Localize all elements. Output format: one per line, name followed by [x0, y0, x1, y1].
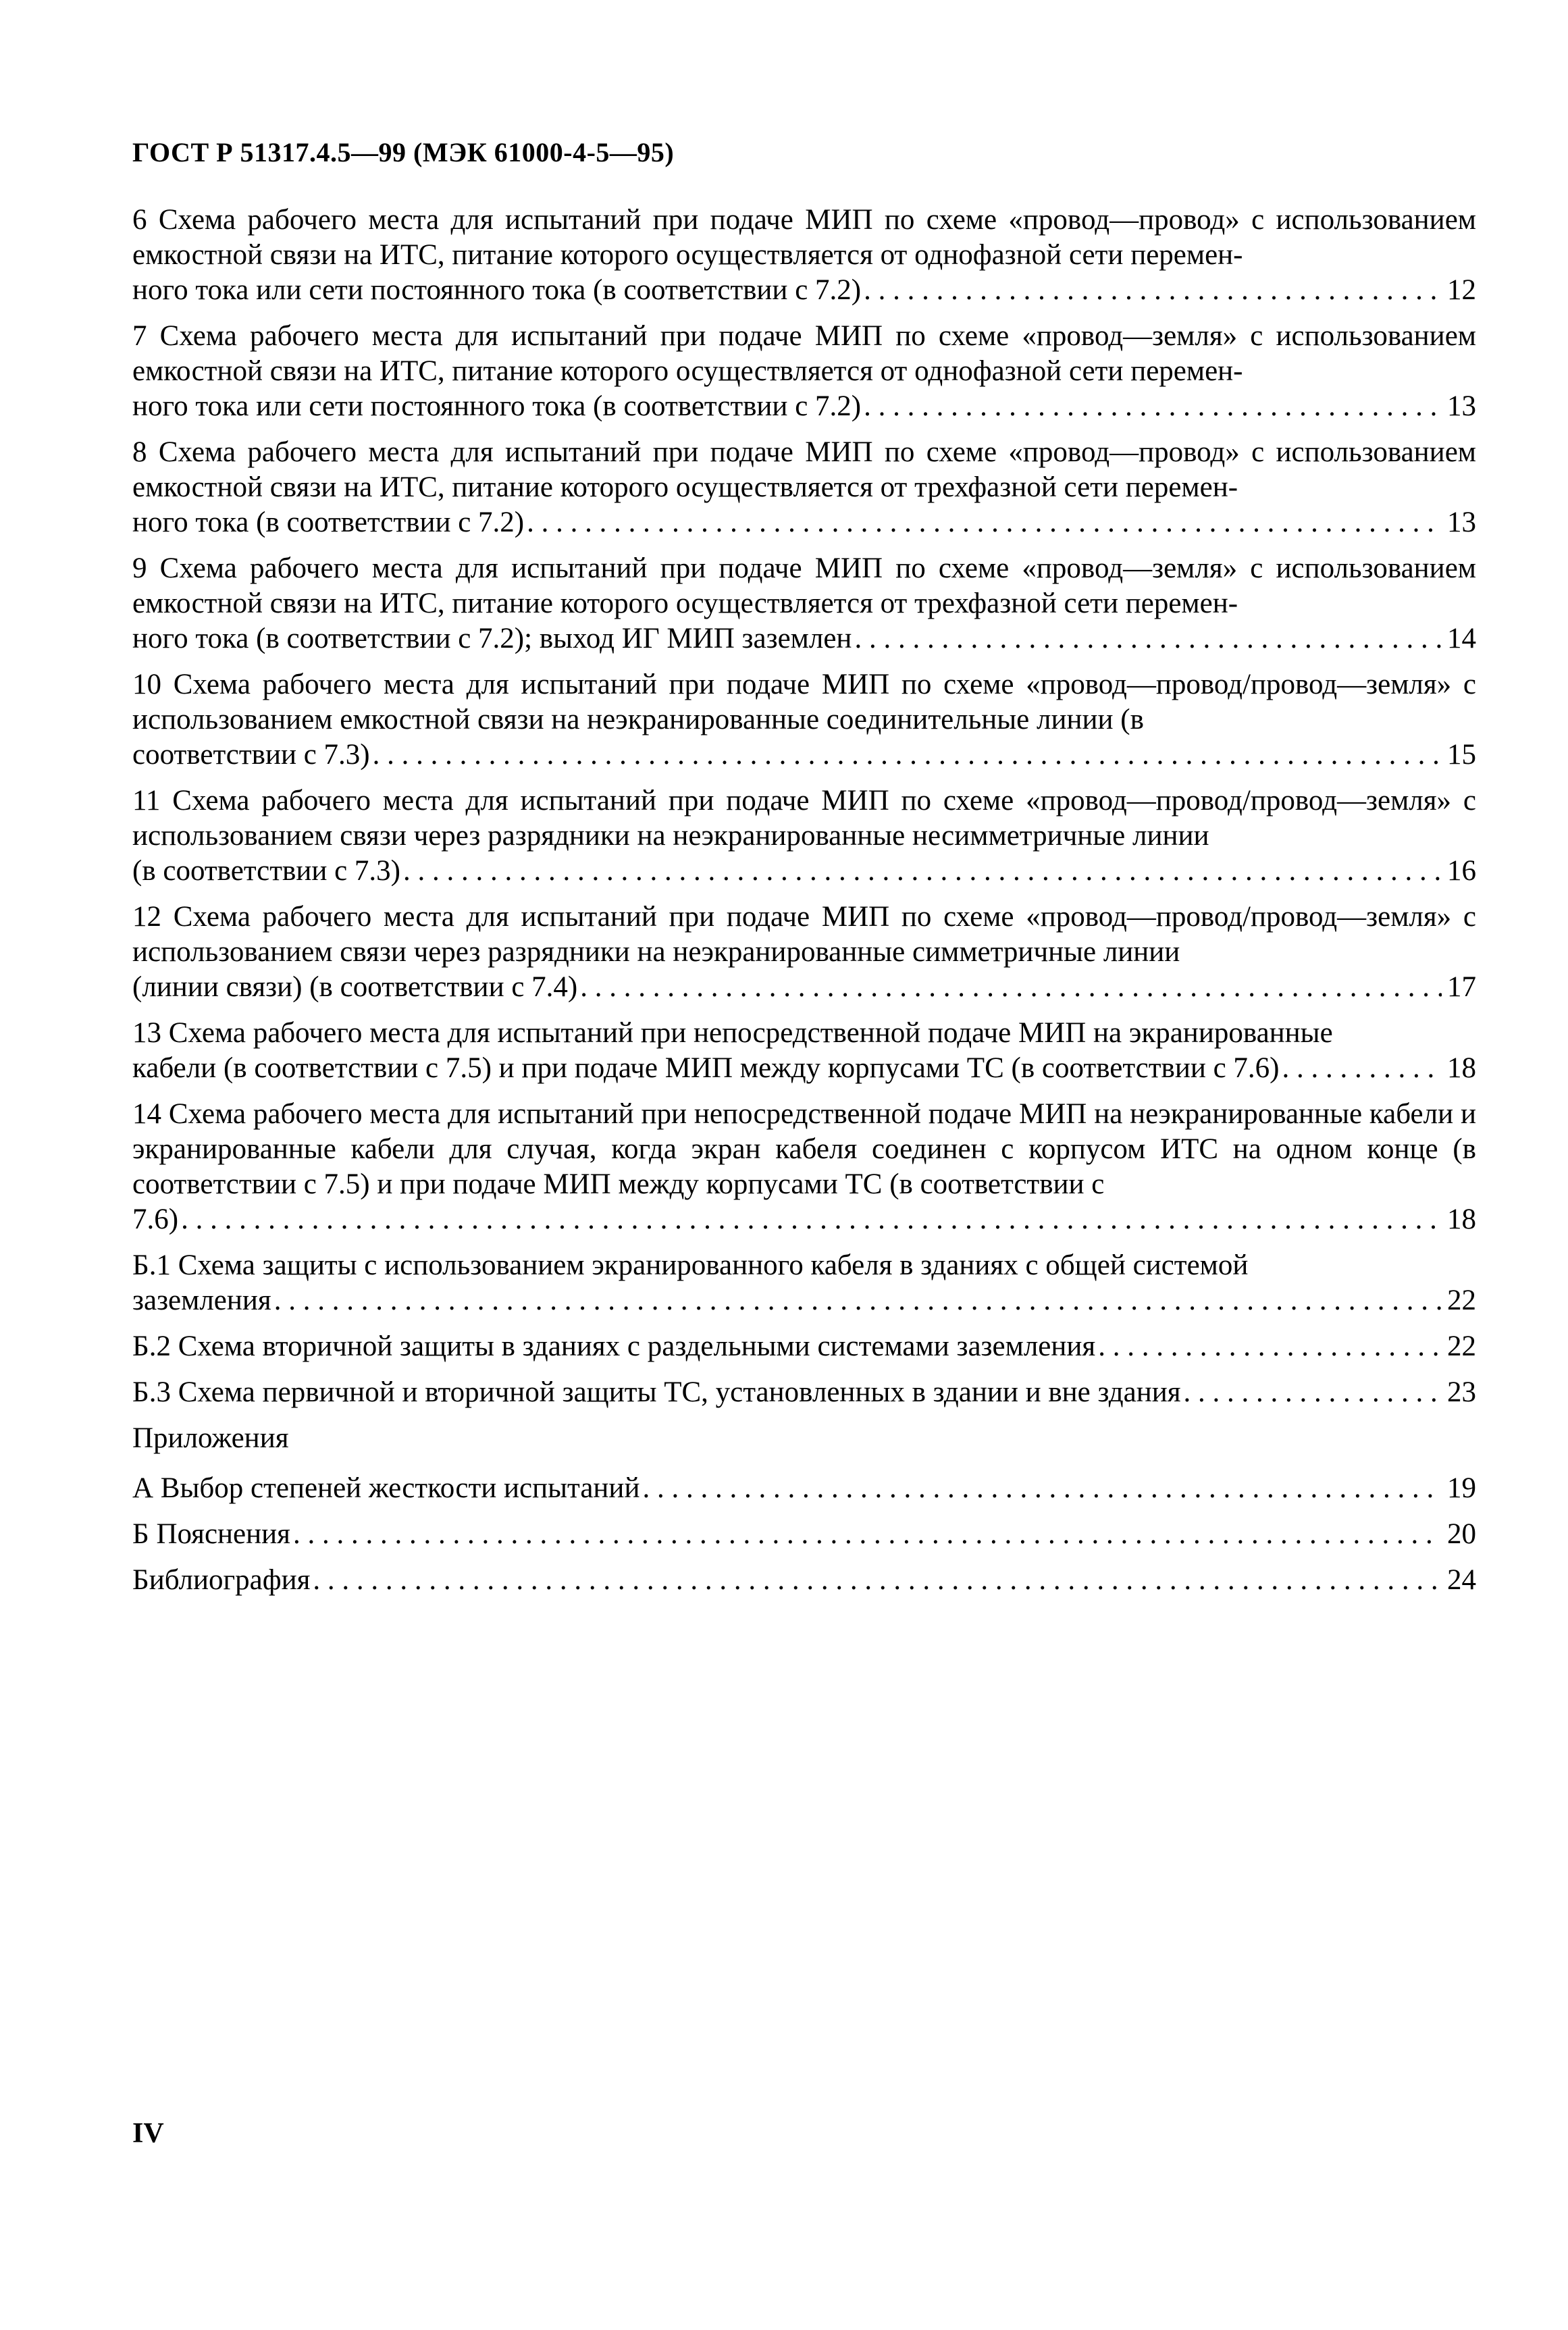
- dot-leader: [313, 1563, 1442, 1598]
- toc-page-number: 18: [1447, 1203, 1476, 1235]
- toc-entry-last-line: 7.6): [132, 1203, 179, 1235]
- toc-entry: [132, 1563, 1476, 1598]
- toc-entry: [132, 783, 1476, 889]
- toc-page-number: 18: [1447, 1052, 1476, 1084]
- toc-page-number: 17: [1447, 971, 1476, 1003]
- toc-page-number: 20: [1447, 1518, 1476, 1550]
- toc-entry-last-line: ного тока или сети постоянного тока (в соответствии с 7.2): [132, 390, 862, 422]
- toc-entry-last-line: ного тока или сети постоянного тока (в соответствии с 7.2): [132, 274, 862, 306]
- toc-entry-last-line: ного тока (в соответствии с 7.2); выход ИГ МИП заземлен: [132, 623, 852, 654]
- toc-entry-text: 9 Схема рабочего места для испытаний при подаче МИП по схеме «провод—земля» с использованием емкостной связи на ИТС, питание которого осуществляется от трехфазной сети перемен-: [132, 552, 1476, 619]
- toc-entry: [132, 1471, 1476, 1506]
- toc-page-number: 12: [1447, 274, 1476, 306]
- dot-leader: [854, 621, 1442, 656]
- appendix-heading: Приложения: [132, 1422, 289, 1454]
- toc-page-number: 13: [1447, 507, 1476, 538]
- toc-leader-line: [132, 1375, 1476, 1410]
- toc-leader-line: [132, 854, 1476, 889]
- dot-leader: [403, 854, 1442, 889]
- toc-entry-text: 6 Схема рабочего места для испытаний при подаче МИП по схеме «провод—провод» с использованием емкостной связи на ИТС, питание которого осуществляется от однофазной сети перемен-: [132, 204, 1476, 271]
- page-number: IV: [132, 2118, 164, 2149]
- toc-entry-last-line: кабели (в соответствии с 7.5) и при подаче МИП между корпусами ТС (в соответствии с 7.6): [132, 1052, 1280, 1084]
- toc-page-number: 24: [1447, 1564, 1476, 1596]
- toc-entry-last-line: (линии связи) (в соответствии с 7.4): [132, 971, 578, 1003]
- toc-page-number: 22: [1447, 1285, 1476, 1316]
- toc-leader-line: [132, 970, 1476, 1005]
- toc-leader-line: [132, 1471, 1476, 1506]
- toc-entry-last-line: (в соответствии с 7.3): [132, 855, 400, 887]
- toc-entry: [132, 319, 1476, 424]
- toc-leader-line: [132, 1051, 1476, 1086]
- document-header: ГОСТ Р 51317.4.5—99 (МЭК 61000-4-5—95): [132, 137, 675, 167]
- dot-leader: [293, 1517, 1442, 1552]
- toc-entry-text: 14 Схема рабочего места для испытаний при непосредственной подаче МИП на неэкранированные кабели и экранированные кабели для случая, когда экран кабеля соединен с корпусом ИТС на одном конце (в соответствии с 7.5) и при подаче МИП между корпусами ТС (в соответствии с: [132, 1098, 1476, 1200]
- toc-entry-text: 10 Схема рабочего места для испытаний при подаче МИП по схеме «провод—провод/провод—земля» с использованием емкостной связи на неэкранированные соединительные линии (в: [132, 669, 1476, 735]
- dot-leader: [864, 389, 1442, 424]
- toc-leader-line: [132, 1202, 1476, 1237]
- toc-entry-last-line: ного тока (в соответствии с 7.2): [132, 507, 525, 538]
- toc-leader-line: [132, 273, 1476, 308]
- dot-leader: [864, 273, 1442, 308]
- toc-entry: [132, 1097, 1476, 1237]
- toc-page-number: 23: [1447, 1376, 1476, 1408]
- toc-entry-text: 13 Схема рабочего места для испытаний при непосредственной подаче МИП на экранированные: [132, 1017, 1333, 1049]
- toc-page-number: 15: [1447, 739, 1476, 771]
- toc-entry: [132, 667, 1476, 773]
- toc-leader-line: [132, 389, 1476, 424]
- toc-leader-line: [132, 1283, 1476, 1318]
- toc-entry-last-line: заземления: [132, 1285, 271, 1316]
- dot-leader: [1098, 1329, 1442, 1364]
- dot-leader: [274, 1283, 1442, 1318]
- toc-page-number: 19: [1447, 1472, 1476, 1504]
- toc-page-number: 22: [1447, 1330, 1476, 1362]
- toc-entry: [132, 1517, 1476, 1552]
- toc-entry: [132, 1248, 1476, 1318]
- toc-entry: [132, 1016, 1476, 1086]
- toc-page-number: 13: [1447, 390, 1476, 422]
- toc-leader-line: [132, 621, 1476, 656]
- toc-page-number: 16: [1447, 855, 1476, 887]
- toc-entry-last-line: Б.3 Схема первичной и вторичной защиты ТС, установленных в здании и вне здания: [132, 1376, 1181, 1408]
- toc-entry: [132, 900, 1476, 1005]
- dot-leader: [1282, 1051, 1442, 1086]
- toc-entry-text: 8 Схема рабочего места для испытаний при подаче МИП по схеме «провод—провод» с использованием емкостной связи на ИТС, питание которого осуществляется от трехфазной сети перемен-: [132, 436, 1476, 503]
- toc-entry: [132, 1375, 1476, 1410]
- toc-entry-text: 7 Схема рабочего места для испытаний при подаче МИП по схеме «провод—земля» с использованием емкостной связи на ИТС, питание которого осуществляется от однофазной сети перемен-: [132, 320, 1476, 387]
- toc-entry-last-line: Б.2 Схема вторичной защиты в зданиях с раздельными системами заземления: [132, 1330, 1096, 1362]
- toc-entry: [132, 551, 1476, 656]
- toc-entry-last-line: Библиография: [132, 1564, 311, 1596]
- toc-entry-last-line: соответствии с 7.3): [132, 739, 370, 771]
- dot-leader: [373, 737, 1442, 773]
- dot-leader: [1184, 1375, 1442, 1410]
- dot-leader: [527, 505, 1442, 540]
- toc-leader-line: [132, 1517, 1476, 1552]
- toc-entry: [132, 203, 1476, 308]
- toc-entry: [132, 435, 1476, 540]
- toc-entry-text: 12 Схема рабочего места для испытаний при подаче МИП по схеме «провод—провод/провод—земля» с использованием связи через разрядники на неэкранированные симметричные линии: [132, 901, 1476, 968]
- table-of-contents: [132, 203, 1476, 1609]
- toc-entry: [132, 1329, 1476, 1364]
- toc-leader-line: [132, 505, 1476, 540]
- dot-leader: [642, 1471, 1442, 1506]
- dot-leader: [580, 970, 1442, 1005]
- toc-leader-line: [132, 737, 1476, 773]
- toc-entry-text: 11 Схема рабочего места для испытаний при подаче МИП по схеме «провод—провод/провод—земля» с использованием связи через разрядники на неэкранированные несимметричные линии: [132, 785, 1476, 852]
- toc-entry-last-line: Б Пояснения: [132, 1518, 290, 1550]
- toc-leader-line: [132, 1563, 1476, 1598]
- toc-leader-line: [132, 1329, 1476, 1364]
- toc-entry-last-line: А Выбор степеней жесткости испытаний: [132, 1472, 640, 1504]
- toc-page-number: 14: [1447, 623, 1476, 654]
- toc-entry-text: Б.1 Схема защиты с использованием экранированного кабеля в зданиях с общей системой: [132, 1249, 1249, 1281]
- dot-leader: [181, 1202, 1442, 1237]
